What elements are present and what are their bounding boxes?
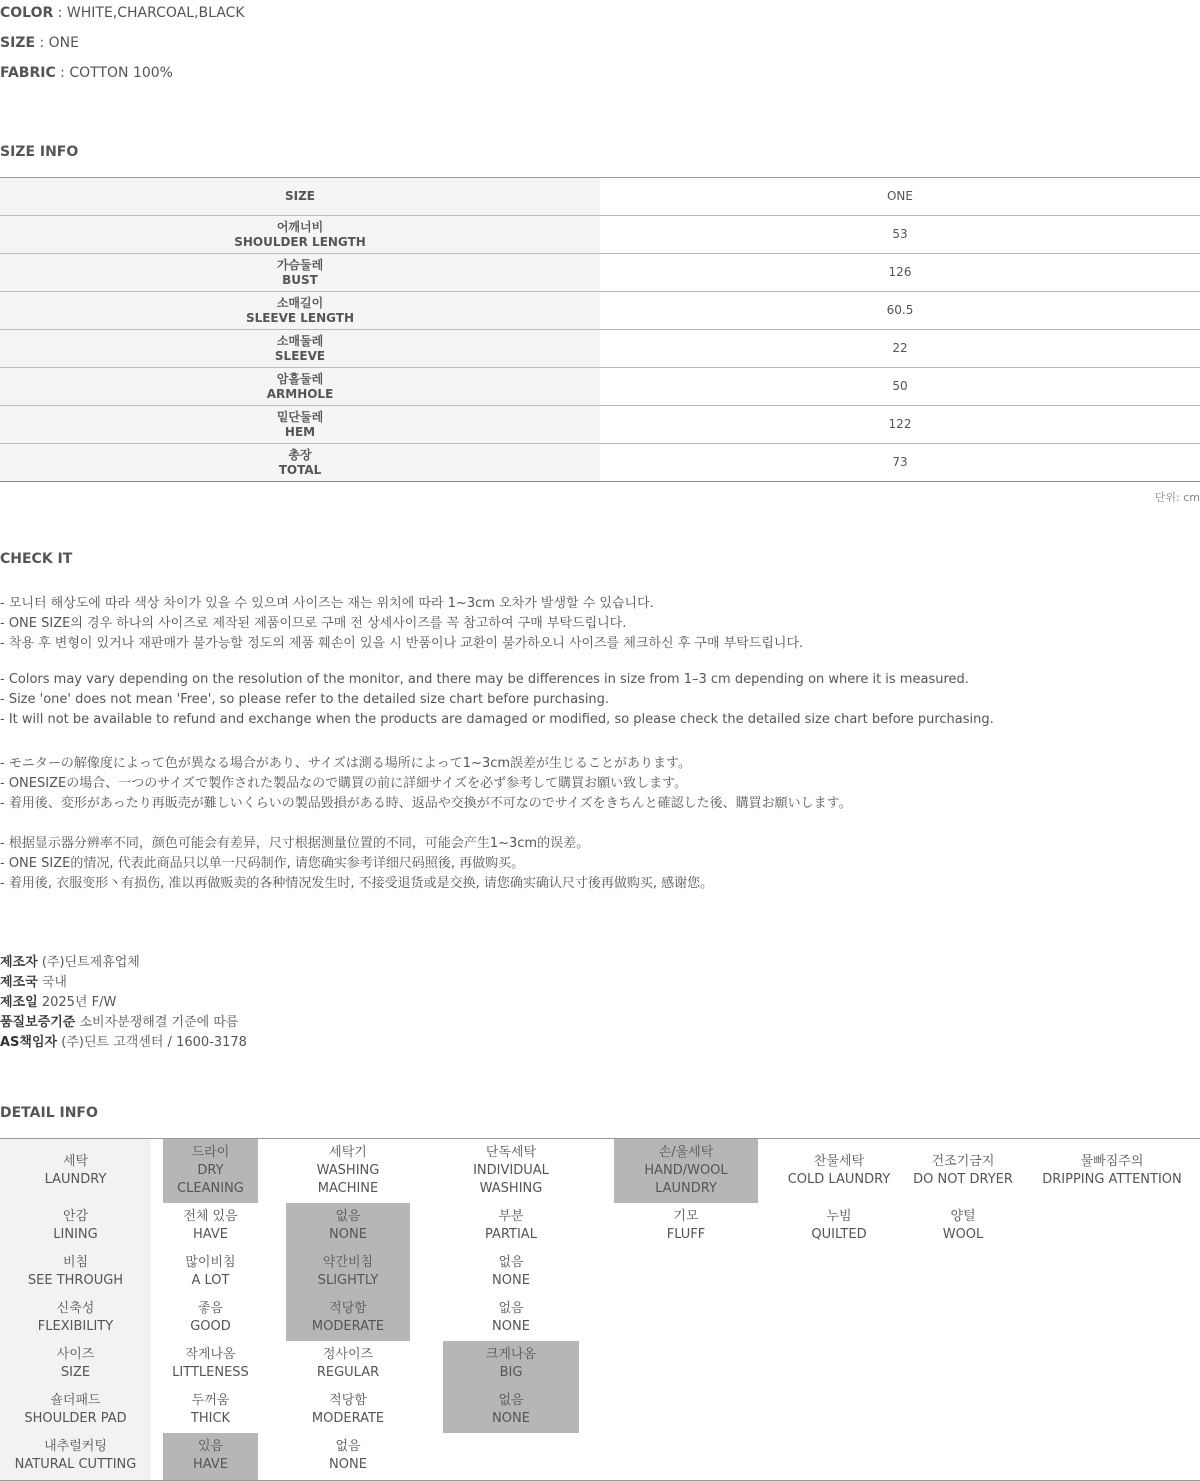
detail-info-title: DETAIL INFO bbox=[0, 1105, 98, 1121]
maker-info-line bbox=[0, 991, 116, 1010]
measurement-label-ko: 가슴둘레 bbox=[276, 257, 324, 272]
size-table-row bbox=[0, 254, 1200, 292]
detail-option-text: 단독세탁 bbox=[485, 1145, 537, 1160]
detail-row-label-text: 비침 bbox=[62, 1255, 89, 1270]
detail-option-text: LAUNDRY bbox=[655, 1181, 717, 1196]
measurement-label-ko: 밑단둘레 bbox=[276, 409, 324, 424]
spec-label: COLOR bbox=[0, 5, 54, 21]
size-table-row bbox=[0, 216, 1200, 254]
maker-info-line bbox=[0, 1011, 238, 1030]
detail-option bbox=[443, 1249, 579, 1295]
detail-option-text: 없음 bbox=[498, 1393, 524, 1408]
detail-option-text: DRIPPING ATTENTION bbox=[1042, 1172, 1182, 1187]
detail-option bbox=[286, 1203, 410, 1249]
detail-option-text: WOOL bbox=[942, 1227, 984, 1242]
measurement-value: 122 bbox=[600, 406, 1200, 444]
detail-option-text: MODERATE bbox=[311, 1319, 385, 1334]
check-it-line: - 모니터 해상도에 따라 색상 차이가 있을 수 있으며 사이즈는 재는 위치에 따라 1~3cm 오차가 발생할 수 있습니다. bbox=[0, 596, 654, 611]
detail-option-text: 좋음 bbox=[197, 1301, 224, 1316]
detail-option-text: CLEANING bbox=[177, 1181, 244, 1196]
detail-option-text: 손/울세탁 bbox=[658, 1145, 714, 1160]
measurement-label-en: HEM bbox=[284, 424, 316, 439]
check-it-line: - It will not be available to refund and exchange when the products are damaged or modified, so please check the detailed size chart before purchasing. bbox=[0, 712, 994, 727]
maker-info-value: 국내 bbox=[37, 975, 67, 990]
detail-option bbox=[286, 1341, 410, 1387]
detail-option-text: HAVE bbox=[193, 1227, 228, 1242]
detail-option-text: 있음 bbox=[197, 1439, 224, 1454]
maker-info-label: 품질보증기준 bbox=[0, 1015, 76, 1030]
detail-option bbox=[780, 1203, 898, 1249]
check-it-line: - 着用後、変形があったり再販売が難しいくらいの製品毀損がある時、返品や交換が不可なのでサイズをきちんと確認した後、購買お願いします。 bbox=[0, 796, 852, 811]
detail-row-label-text: 세탁 bbox=[62, 1154, 89, 1169]
detail-option bbox=[780, 1139, 898, 1203]
detail-option bbox=[1030, 1139, 1194, 1203]
measurement-label bbox=[0, 216, 600, 254]
size-table-row bbox=[0, 444, 1200, 482]
detail-option bbox=[443, 1341, 579, 1387]
maker-info-label: 제조국 bbox=[0, 975, 38, 990]
detail-row-label-text: LAUNDRY bbox=[44, 1172, 107, 1187]
spec-fabric bbox=[0, 65, 173, 81]
measurement-label-en: TOTAL bbox=[278, 462, 322, 477]
detail-option-text: 찬물세탁 bbox=[813, 1154, 865, 1169]
detail-option bbox=[910, 1139, 1016, 1203]
detail-option-text: COLD LAUNDRY bbox=[787, 1172, 891, 1187]
detail-option bbox=[286, 1139, 410, 1203]
check-it-line: - 착용 후 변형이 있거나 재판매가 불가능할 정도의 제품 훼손이 있을 시 반품이나 교환이 불가하오니 사이즈를 체크하신 후 구매 부탁드립니다. bbox=[0, 636, 804, 651]
maker-info-value: (주)딘트제휴업체 bbox=[37, 955, 140, 970]
measurement-label bbox=[0, 330, 600, 368]
detail-option bbox=[163, 1387, 258, 1433]
check-it-title: CHECK IT bbox=[0, 551, 73, 567]
measurement-label-ko: 암홀둘레 bbox=[276, 371, 324, 386]
measurement-label bbox=[0, 368, 600, 406]
size-table-row bbox=[0, 406, 1200, 444]
detail-option bbox=[163, 1249, 258, 1295]
detail-option-text: 세탁기 bbox=[329, 1145, 367, 1160]
detail-option-text: PARTIAL bbox=[485, 1227, 537, 1242]
detail-row-label-text: SHOULDER PAD bbox=[24, 1411, 127, 1426]
detail-option-text: HAND/WOOL bbox=[644, 1163, 728, 1178]
detail-option-text: REGULAR bbox=[316, 1365, 380, 1380]
detail-option-text: 양털 bbox=[950, 1209, 976, 1224]
detail-option bbox=[443, 1203, 579, 1249]
detail-info-table bbox=[0, 1138, 1200, 1481]
detail-option-text: 기모 bbox=[673, 1209, 699, 1224]
detail-option bbox=[163, 1139, 258, 1203]
spec-value: : ONE bbox=[35, 35, 79, 51]
detail-option bbox=[163, 1295, 258, 1341]
detail-row-label-text: 숄더패드 bbox=[50, 1393, 101, 1408]
detail-option-text: 작게나옴 bbox=[185, 1347, 236, 1362]
detail-option-text: 적당함 bbox=[329, 1393, 367, 1408]
detail-option-text: 두꺼움 bbox=[191, 1393, 230, 1408]
detail-option-text: 없음 bbox=[498, 1255, 524, 1270]
check-it-line: - 着用後, 衣服变形丶有损伤, 准以再做贩卖的各种情况发生时, 不接受退货或是交换, 请您确实确认尺寸後再做购买, 感谢您。 bbox=[0, 876, 714, 891]
detail-option bbox=[910, 1203, 1016, 1249]
detail-row-label-text: SEE THROUGH bbox=[27, 1273, 124, 1288]
detail-option-text: 건조기금지 bbox=[931, 1154, 995, 1169]
detail-option-text: NONE bbox=[329, 1457, 367, 1472]
measurement-label bbox=[0, 254, 600, 292]
detail-option-text: LITTLENESS bbox=[172, 1365, 249, 1380]
maker-info-value: 2025년 F/W bbox=[37, 995, 117, 1010]
detail-option-text: 없음 bbox=[335, 1209, 361, 1224]
detail-row-label bbox=[0, 1203, 151, 1249]
maker-info-line bbox=[0, 1031, 247, 1050]
check-it-line: - 根据显示器分辨率不同，颜色可能会有差异，尺寸根据测量位置的不同，可能会产生1~3cm的误差。 bbox=[0, 836, 590, 851]
maker-info-value: 소비자분쟁해결 기준에 따름 bbox=[75, 1015, 239, 1030]
maker-info-label: 제조자 bbox=[0, 955, 38, 970]
detail-option-text: WASHING MACHINE bbox=[316, 1163, 380, 1196]
measurement-value: 73 bbox=[600, 444, 1200, 482]
size-table-header bbox=[0, 178, 1200, 216]
detail-option bbox=[163, 1433, 258, 1479]
measurement-label-en: SLEEVE bbox=[274, 348, 326, 363]
size-table bbox=[0, 177, 1200, 482]
measurement-label-en: BUST bbox=[282, 272, 318, 287]
size-header-label: SIZE bbox=[0, 178, 600, 216]
measurement-label-ko: 소매길이 bbox=[276, 295, 324, 310]
detail-option bbox=[163, 1341, 258, 1387]
measurement-label-ko: 소매둘레 bbox=[276, 333, 324, 348]
detail-row-label-text: 신축성 bbox=[56, 1301, 95, 1316]
check-it-line: - Size 'one' does not mean 'Free', so please refer to the detailed size chart before purchasing. bbox=[0, 692, 610, 707]
detail-option-text: QUILTED bbox=[811, 1227, 867, 1242]
maker-info-line bbox=[0, 951, 140, 970]
detail-option-text: 물빠짐주의 bbox=[1080, 1154, 1144, 1169]
spec-value: : WHITE,CHARCOAL,BLACK bbox=[53, 5, 245, 21]
detail-option-text: GOOD bbox=[190, 1319, 231, 1334]
measurement-label-en: SLEEVE LENGTH bbox=[245, 310, 355, 325]
detail-option-text: 전체 있음 bbox=[183, 1209, 238, 1224]
detail-row-label bbox=[0, 1139, 151, 1203]
spec-color bbox=[0, 5, 245, 21]
measurement-label bbox=[0, 444, 600, 482]
detail-option-text: NONE bbox=[492, 1411, 530, 1426]
detail-option-text: THICK bbox=[190, 1411, 231, 1426]
detail-option-text: 없음 bbox=[498, 1301, 524, 1316]
detail-row-label-text: FLEXIBILITY bbox=[37, 1319, 114, 1334]
detail-row-label bbox=[0, 1295, 151, 1341]
detail-option-text: 크게나옴 bbox=[485, 1347, 537, 1362]
detail-option-text: 약간비침 bbox=[322, 1255, 374, 1270]
detail-option-text: 적당함 bbox=[329, 1301, 367, 1316]
spec-value: : COTTON 100% bbox=[55, 65, 173, 81]
detail-option-text: SLIGHTLY bbox=[317, 1273, 379, 1288]
measurement-value: 126 bbox=[600, 254, 1200, 292]
detail-option-text: FLUFF bbox=[666, 1227, 706, 1242]
detail-option-text: 정사이즈 bbox=[322, 1347, 374, 1362]
detail-row-label-text: 내추럴커팅 bbox=[44, 1439, 107, 1454]
detail-row-label bbox=[0, 1341, 151, 1387]
detail-option bbox=[614, 1139, 758, 1203]
spec-size bbox=[0, 35, 79, 51]
detail-option-text: DRY bbox=[197, 1163, 224, 1178]
size-table-row bbox=[0, 330, 1200, 368]
detail-option bbox=[443, 1139, 579, 1203]
detail-row-label bbox=[0, 1433, 151, 1479]
detail-option-text: 부분 bbox=[498, 1209, 524, 1224]
measurement-label-en: SHOULDER LENGTH bbox=[234, 234, 366, 249]
detail-option-text: INDIVIDUAL WASHING bbox=[473, 1163, 549, 1196]
measurement-label bbox=[0, 292, 600, 330]
maker-info-label: AS책임자 bbox=[0, 1035, 58, 1050]
detail-option bbox=[443, 1295, 579, 1341]
size-info-title: SIZE INFO bbox=[0, 144, 79, 160]
check-it-line: - モニターの解像度によって色が異なる場合があり、サイズは測る場所によって1~3cm誤差が生じることがあります。 bbox=[0, 756, 691, 771]
detail-option bbox=[163, 1203, 258, 1249]
size-table-row bbox=[0, 368, 1200, 406]
measurement-value: 22 bbox=[600, 330, 1200, 368]
detail-option bbox=[614, 1203, 758, 1249]
size-table-row bbox=[0, 292, 1200, 330]
measurement-label-en: ARMHOLE bbox=[266, 386, 334, 401]
detail-option-text: MODERATE bbox=[311, 1411, 385, 1426]
detail-label-column bbox=[0, 1139, 151, 1480]
measurement-label-ko: 총장 bbox=[288, 447, 312, 462]
detail-row-label-text: SIZE bbox=[60, 1365, 91, 1380]
check-it-line: - ONE SIZE의 경우 하나의 사이즈로 제작된 제품이므로 구매 전 상세사이즈를 꼭 참고하여 구매 부탁드립니다. bbox=[0, 616, 627, 631]
measurement-value: 60.5 bbox=[600, 292, 1200, 330]
detail-option-text: 드라이 bbox=[191, 1145, 230, 1160]
detail-option-text: A LOT bbox=[191, 1273, 230, 1288]
detail-option-text: NONE bbox=[492, 1273, 530, 1288]
check-it-line: - ONE SIZE的情况, 代表此商品只以单一尺码制作, 请您确实参考详细尺码照後, 再做购买。 bbox=[0, 856, 525, 871]
size-header-value: ONE bbox=[600, 178, 1200, 216]
detail-option-text: 많이비침 bbox=[185, 1255, 236, 1270]
detail-row-label-text: NATURAL CUTTING bbox=[14, 1457, 137, 1472]
detail-option-text: 누빔 bbox=[826, 1209, 852, 1224]
check-it-line: - Colors may vary depending on the resolution of the monitor, and there may be differences in size from 1–3 cm depending on where it is measured. bbox=[0, 672, 969, 687]
detail-row-label-text: LINING bbox=[53, 1227, 98, 1242]
detail-row-label-text: 안감 bbox=[62, 1209, 89, 1224]
unit-note: 단위: cm bbox=[1154, 491, 1200, 504]
spec-label: SIZE bbox=[0, 35, 36, 51]
detail-row-label bbox=[0, 1387, 151, 1433]
detail-option-text: HAVE bbox=[193, 1457, 228, 1472]
detail-option-text: BIG bbox=[499, 1365, 523, 1380]
measurement-value: 53 bbox=[600, 216, 1200, 254]
detail-row-label-text: 사이즈 bbox=[56, 1347, 95, 1362]
detail-option-text: NONE bbox=[492, 1319, 530, 1334]
detail-option bbox=[286, 1249, 410, 1295]
measurement-label bbox=[0, 406, 600, 444]
check-it-line: - ONESIZEの場合、一つのサイズで製作された製品なので購買の前に詳細サイズを必ず参考して購買お願い致します。 bbox=[0, 776, 688, 791]
maker-info-line bbox=[0, 971, 67, 990]
detail-option bbox=[286, 1387, 410, 1433]
detail-option bbox=[286, 1433, 410, 1479]
maker-info-value: (주)딘트 고객센터 / 1600-3178 bbox=[57, 1035, 247, 1050]
spec-label: FABRIC bbox=[0, 65, 56, 81]
measurement-value: 50 bbox=[600, 368, 1200, 406]
detail-option bbox=[443, 1387, 579, 1433]
detail-row-label bbox=[0, 1249, 151, 1295]
detail-option-text: NONE bbox=[329, 1227, 367, 1242]
detail-option-text: 없음 bbox=[335, 1439, 361, 1454]
maker-info-label: 제조일 bbox=[0, 995, 38, 1010]
detail-option bbox=[286, 1295, 410, 1341]
detail-option-text: DO NOT DRYER bbox=[913, 1172, 1013, 1187]
measurement-label-ko: 어깨너비 bbox=[276, 219, 324, 234]
